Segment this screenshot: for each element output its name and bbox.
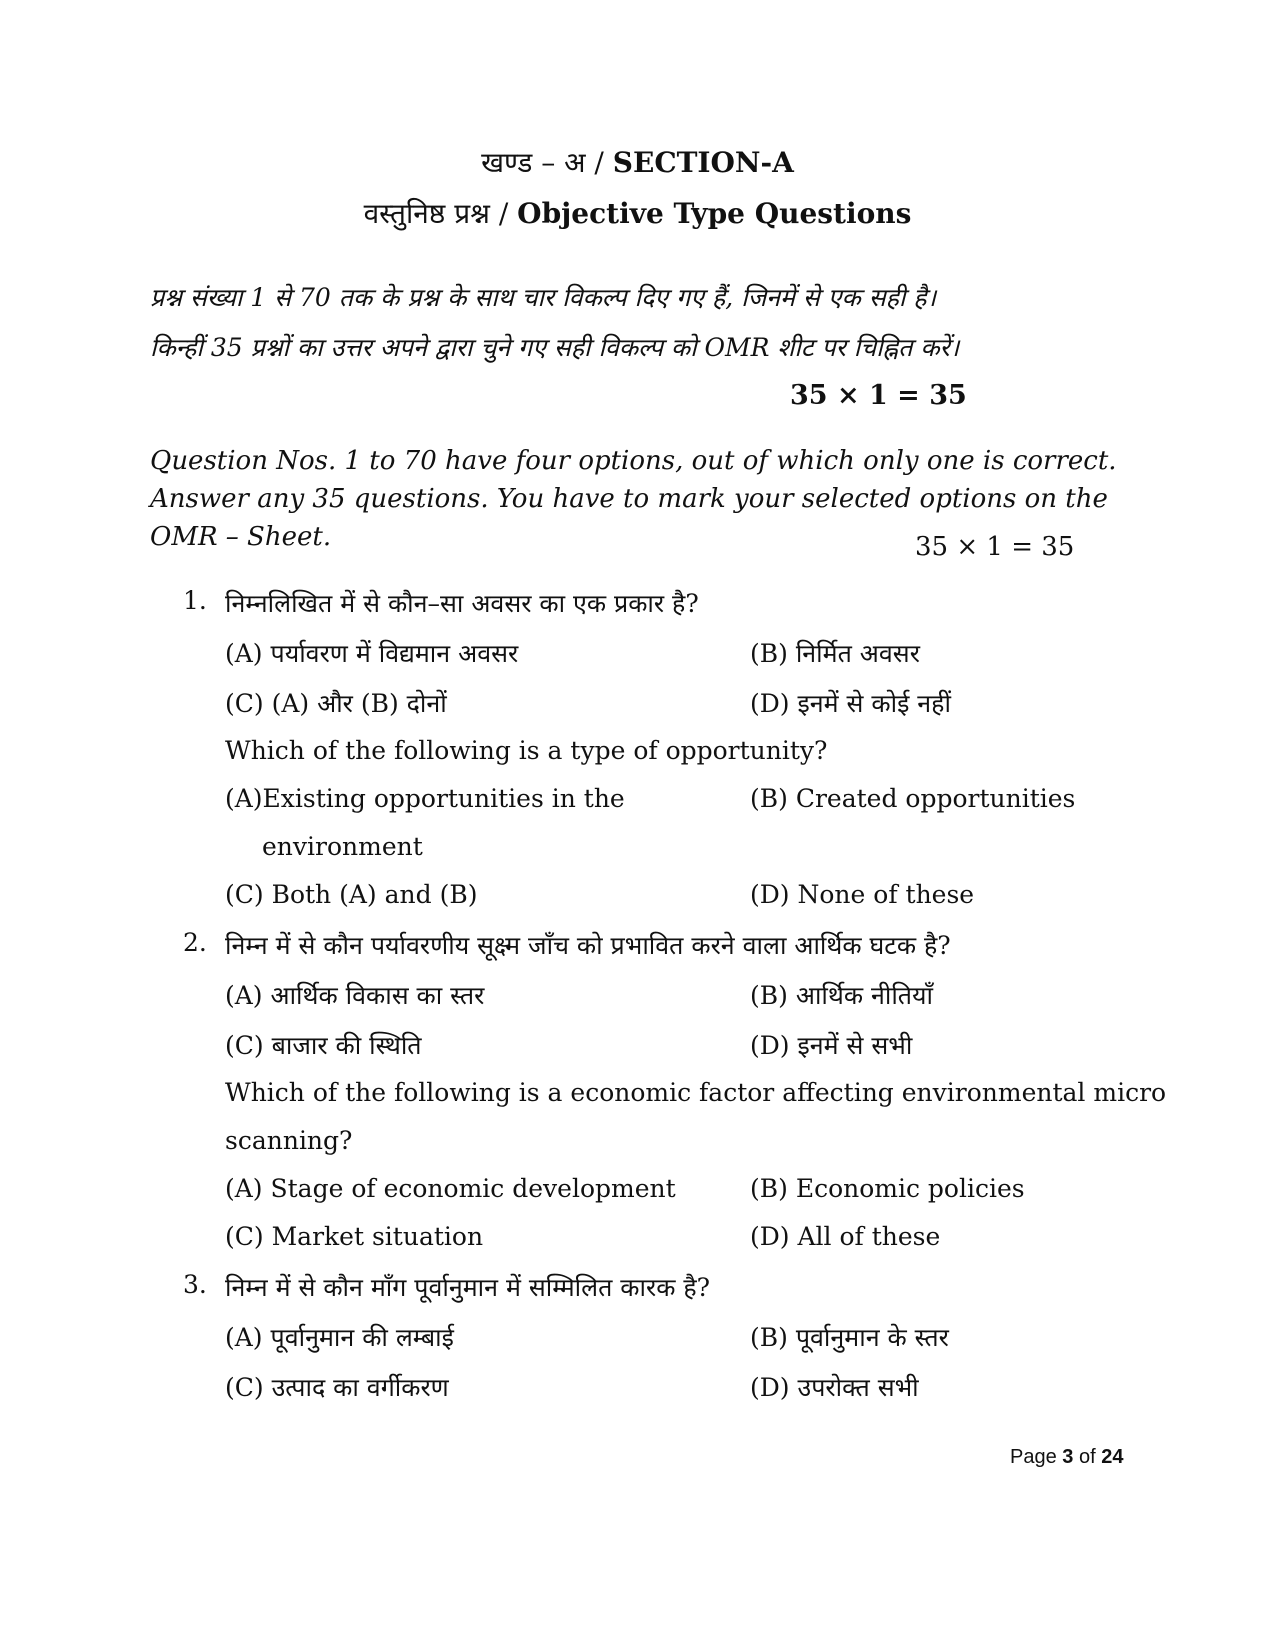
question-text-hindi: निम्न में से कौन पर्यावरणीय सूक्ष्म जाँच को प्रभावित करने वाला आर्थिक घटक है? xyxy=(225,931,951,960)
option-b-hindi: (B) निर्मित अवसर xyxy=(750,639,920,668)
instruction-hindi-line2: किन्हीं 35 प्रश्नों का उत्तर अपने द्वारा चुने गए सही विकल्प को OMR शीट पर चिह्नित करें। xyxy=(150,333,960,362)
question-text-hindi: निम्नलिखित में से कौन–सा अवसर का एक प्रकार है? xyxy=(225,589,699,618)
page-label: Page xyxy=(1010,1446,1057,1468)
section-subtitle xyxy=(0,194,1275,232)
option-a-hindi: (A) आर्थिक विकास का स्तर xyxy=(225,981,485,1010)
option-d-hindi: (D) इनमें से सभी xyxy=(750,1031,913,1060)
section-title xyxy=(0,143,1275,181)
section-title-english: SECTION-A xyxy=(612,146,794,179)
question-number: 1. xyxy=(183,586,207,615)
option-a-hindi: (A) पूर्वानुमान की लम्बाई xyxy=(225,1323,454,1352)
option-c-english: (C) Both (A) and (B) xyxy=(225,880,478,909)
question-text-english-line1: Which of the following is a economic factor affecting environmental micro xyxy=(225,1078,1167,1107)
section-subtitle-english: Objective Type Questions xyxy=(517,197,912,230)
question-text-english: Which of the following is a type of opportunity? xyxy=(225,736,828,765)
question-text-hindi: निम्न में से कौन माँग पूर्वानुमान में सम्मिलित कारक है? xyxy=(225,1273,711,1302)
page-total: 24 xyxy=(1101,1446,1124,1468)
option-b-hindi: (B) आर्थिक नीतियाँ xyxy=(750,981,934,1010)
option-d-english: (D) All of these xyxy=(750,1222,941,1251)
option-b-english: (B) Economic policies xyxy=(750,1174,1025,1203)
page-number xyxy=(1010,1446,1123,1469)
option-d-english: (D) None of these xyxy=(750,880,975,909)
instruction-hindi-line1: प्रश्न संख्या 1 से 70 तक के प्रश्न के साथ चार विकल्प दिए गए हैं, जिनमें से एक सही है। xyxy=(150,283,937,312)
option-a-english: (A) Stage of economic development xyxy=(225,1174,676,1203)
option-d-hindi: (D) उपरोक्त सभी xyxy=(750,1373,919,1402)
option-a-english-cont: environment xyxy=(262,832,423,861)
section-subtitle-hindi: वस्तुनिष्ठ प्रश्न / xyxy=(363,197,509,230)
question-text-english-line2: scanning? xyxy=(225,1126,353,1155)
question-number: 2. xyxy=(183,928,207,957)
question-number: 3. xyxy=(183,1270,207,1299)
option-a-hindi: (A) पर्यावरण में विद्यमान अवसर xyxy=(225,639,519,668)
option-c-hindi: (C) (A) और (B) दोनों xyxy=(225,689,447,718)
page-current: 3 xyxy=(1062,1446,1074,1468)
option-b-hindi: (B) पूर्वानुमान के स्तर xyxy=(750,1323,949,1352)
option-d-hindi: (D) इनमें से कोई नहीं xyxy=(750,689,951,718)
option-b-english: (B) Created opportunities xyxy=(750,784,1076,813)
option-c-hindi: (C) उत्पाद का वर्गीकरण xyxy=(225,1373,449,1402)
marks-hindi: 35 × 1 = 35 xyxy=(790,380,967,411)
page-of: of xyxy=(1078,1446,1096,1468)
section-title-hindi: खण्ड – अ / xyxy=(481,146,604,179)
marks-english: 35 × 1 = 35 xyxy=(915,532,1075,562)
option-a-english: (A)Existing opportunities in the xyxy=(225,784,625,813)
option-c-english: (C) Market situation xyxy=(225,1222,484,1251)
instruction-english: Question Nos. 1 to 70 have four options, out of which only one is correct. Answer any 35 questions. You have to mark your selected options on the OMR – Sheet. xyxy=(150,446,1117,552)
option-c-hindi: (C) बाजार की स्थिति xyxy=(225,1031,422,1060)
